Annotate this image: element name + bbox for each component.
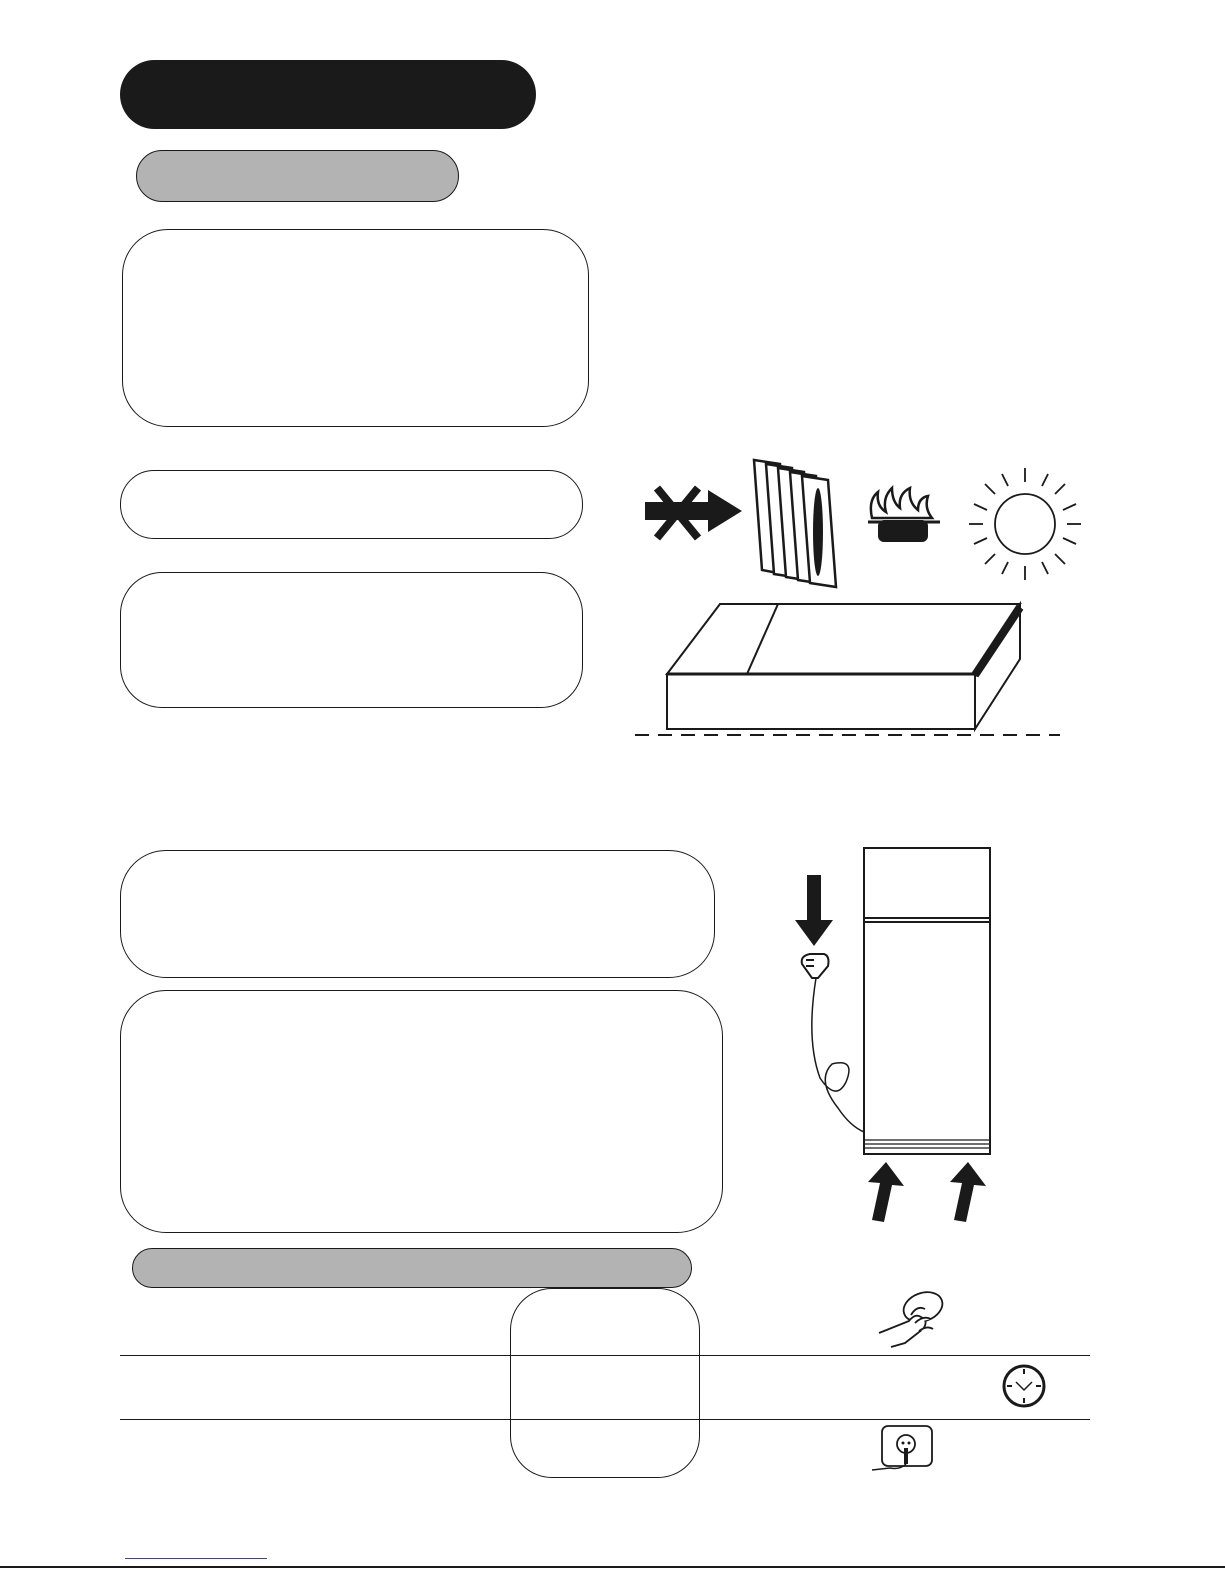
text-box-5: [120, 990, 723, 1233]
subsection-header-2: [132, 1248, 692, 1288]
clock-icon: [1000, 1362, 1048, 1410]
up-arrow-icon: [868, 1162, 986, 1222]
text-box-1: [122, 229, 589, 427]
down-arrow-icon: [795, 875, 833, 946]
gas-burner-flame-icon: [868, 488, 940, 542]
no-arrow-icon: [645, 488, 742, 538]
power-plug-icon: [802, 954, 864, 1132]
refrigerator-lying-flat-icon: [667, 604, 1022, 729]
footer-link-underline: [125, 1558, 267, 1559]
power-illustration: [780, 840, 1010, 1230]
hand-wiping-cloth-icon: [875, 1285, 955, 1355]
curtains-icon: [754, 460, 836, 587]
text-box-3: [120, 572, 583, 708]
upright-refrigerator-icon: [864, 848, 990, 1154]
sun-icon: [969, 468, 1081, 580]
footer-rule: [0, 1566, 1225, 1568]
wall-socket-icon: [870, 1424, 940, 1476]
placement-illustration: [620, 440, 1070, 750]
table-center-column: [510, 1288, 700, 1478]
subsection-header: [136, 150, 459, 202]
section-header: [120, 60, 536, 129]
text-box-4: [120, 850, 715, 978]
text-box-2: [120, 470, 583, 539]
